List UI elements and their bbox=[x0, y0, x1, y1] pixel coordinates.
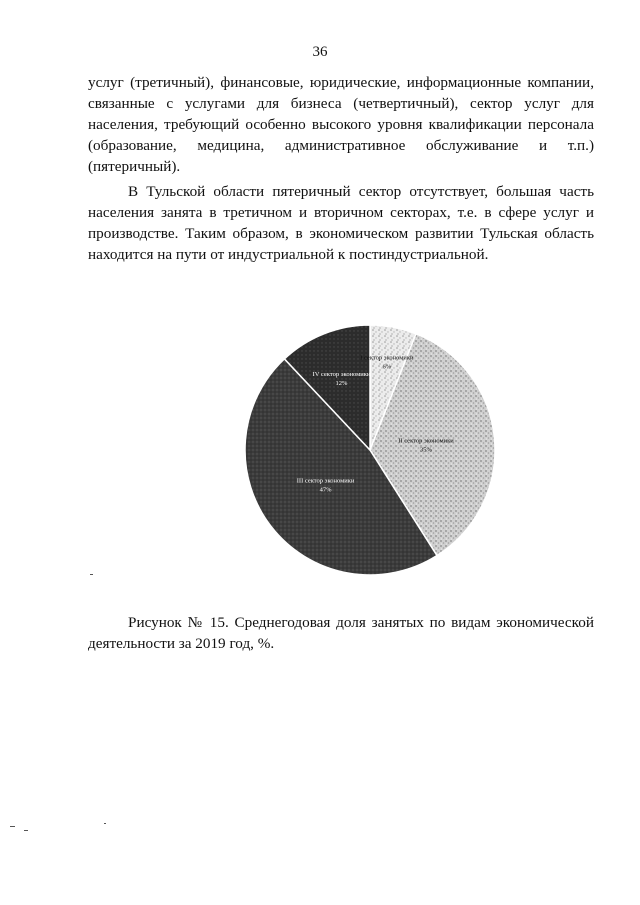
body-paragraph-2: В Тульской области пятеричный сектор отсутствует, большая часть населения занята в третичном и вторичном секторах, т.е. в сфере услуг и производстве. Таким образом, в экономическом развитии Тульская область находится на пути от индустриальной к постиндустриальной. bbox=[88, 183, 594, 263]
pie-label-category-3: III сектор экономики bbox=[296, 477, 355, 485]
pie-label-category-2: II сектор экономики bbox=[398, 437, 454, 445]
pie-label-value-4: 12% bbox=[335, 379, 348, 387]
pie-label-category-4: IV сектор экономики bbox=[312, 370, 371, 378]
scan-speck bbox=[104, 823, 106, 824]
body-paragraph-1: услуг (третичный), финансовые, юридические, информационные компании, связанные с услугами для бизнеса (четвертичный), сектор услуг для населения, требующий особенно высокого уровня квалификации персонала (образование, медицина, административное обслуживание и т.п.) (пятеричный). bbox=[88, 74, 594, 175]
figure-caption: Рисунок № 15. Среднегодовая доля занятых по видам экономической деятельности за 2019 год, %. bbox=[88, 614, 594, 652]
pie-label-value-3: 47% bbox=[319, 486, 332, 494]
pie-label-category-1: I сектор экономики bbox=[360, 354, 414, 362]
scan-speck bbox=[10, 826, 15, 827]
page-number: 36 bbox=[312, 44, 328, 60]
pie-label-value-2: 35% bbox=[420, 446, 432, 454]
pie-label-value-1: 6% bbox=[382, 363, 392, 371]
scan-speck bbox=[90, 574, 93, 575]
pie-chart-svg bbox=[240, 305, 500, 595]
pie-chart bbox=[240, 305, 500, 595]
scan-speck bbox=[24, 830, 28, 831]
